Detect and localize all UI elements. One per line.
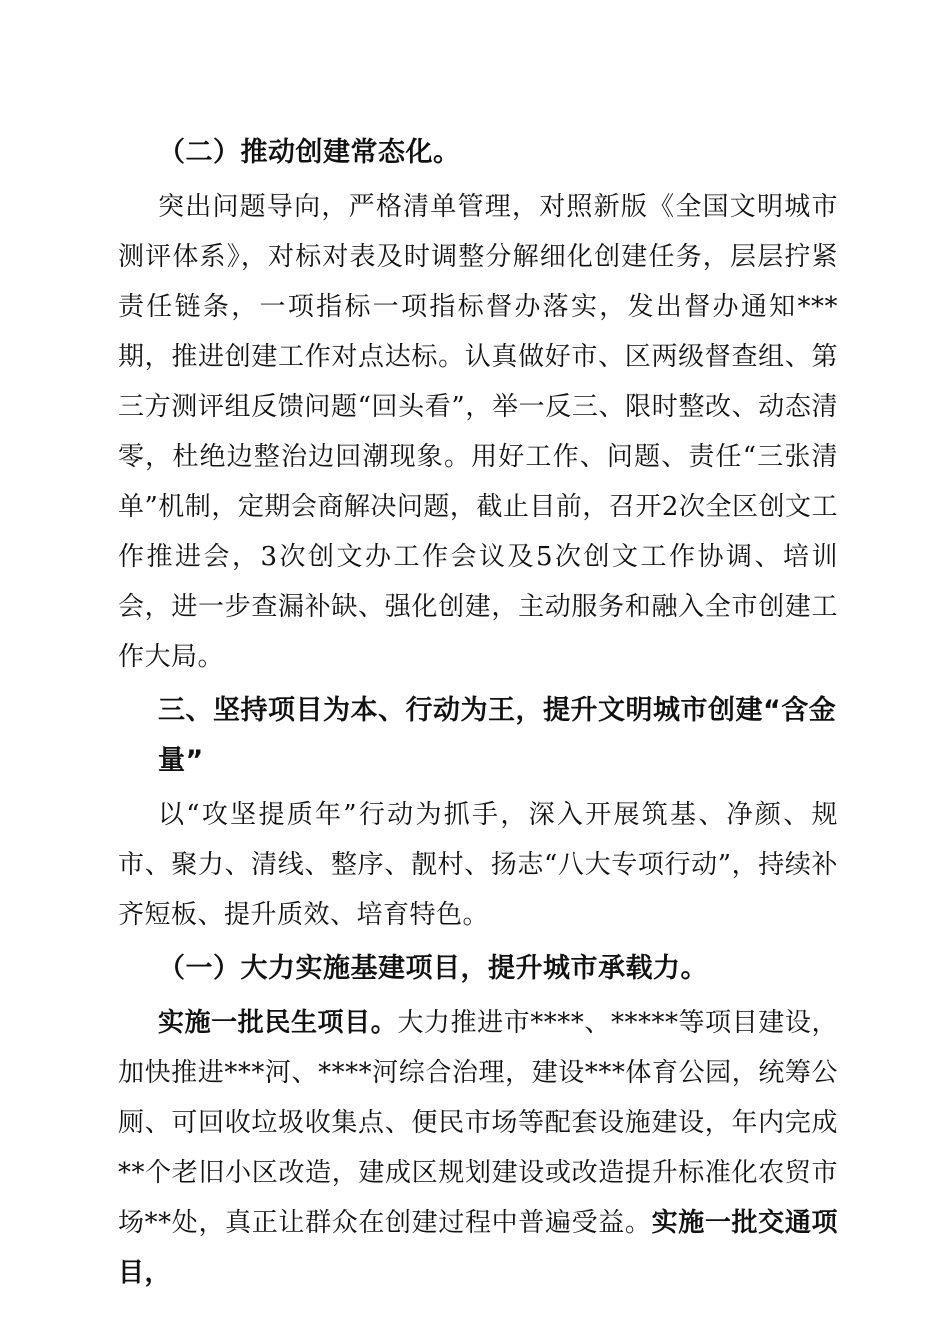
- section-heading-2-2: （二）推动创建常态化。: [158, 137, 461, 168]
- paragraph-lead-bold: 实施一批民生项目。: [158, 1008, 398, 1038]
- document-body: [118, 128, 838, 1298]
- paragraph-normalization: 突出问题导向，严格清单管理，对照新版《全国文明城市测评体系》，对标对表及时调整分解细化创建任务，层层拧紧责任链条，一项指标一项指标督办落实，发出督办通知***期，推进创建工作对点达标。认真做好市、区两级督查组、第三方测评组反馈问题“回头看”，举一反三、限时整改、动态清零，杜绝边整治边回潮现象。用好工作、问题、责任“三张清单”机制，定期会商解决问题，截止目前，召开2次全区创文工作推进会，3次创文办工作会议及5次创文工作协调、培训会，进一步查漏补缺、强化创建，主动服务和融入全市创建工作大局。: [118, 192, 838, 672]
- section-heading-3-1: （一）大力实施基建项目，提升城市承载力。: [158, 953, 708, 984]
- paragraph-body-text: 大力推进市****、*****等项目建设，加快推进***河、****河综合治理，建设***体育公园，统筹公厕、可回收垃圾收集点、便民市场等配套设施建设，年内完成**个老旧小区改造，建成区规划建设或改造提升标准化农贸市场**处，真正让群众在创建过程中普遍受益。: [118, 1008, 838, 1238]
- paragraph-livelihood-projects: [118, 998, 838, 1298]
- paragraph-tail-bold: 实施一批交通项目，: [118, 1208, 838, 1288]
- paragraph-action-year: 以“攻坚提质年”行动为抓手，深入开展筑基、净颜、规市、聚力、清线、整序、靓村、扬志“八大专项行动”，持续补齐短板、提升质效、培育特色。: [118, 800, 838, 930]
- section-heading-3: 三、坚持项目为本、行动为王，提升文明城市创建“含金量”: [158, 695, 837, 776]
